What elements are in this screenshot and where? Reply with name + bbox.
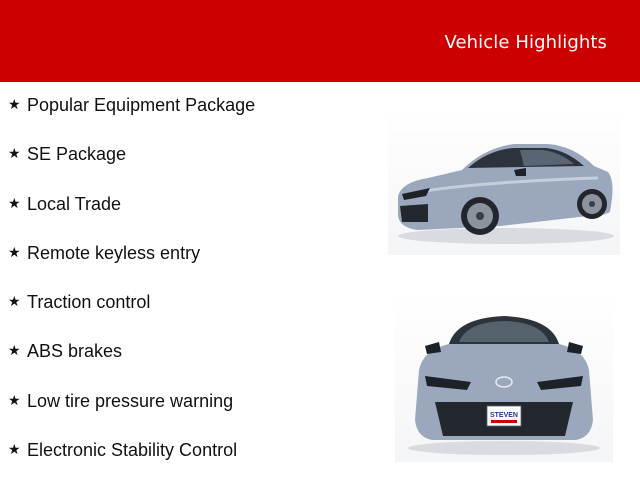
star-icon: ★ [8,391,21,408]
feature-item [8,289,255,338]
star-icon: ★ [8,243,21,260]
car-front-photo[interactable] [395,290,613,462]
feature-label: Low tire pressure warning [27,390,234,411]
feature-label: Popular Equipment Package [27,95,256,115]
feature-item [8,92,255,141]
star-icon: ★ [8,342,21,359]
feature-label: Traction control [27,292,151,313]
car-side-photo[interactable] [388,108,620,255]
feature-label: Local Trade [27,193,122,214]
star-icon: ★ [8,145,21,162]
feature-label: Electronic Stability Control [27,440,238,461]
car-front-illustration [395,290,613,462]
header-banner [0,0,640,82]
feature-list [8,92,255,480]
feature-label: SE Package [27,144,127,165]
star-icon: ★ [8,96,21,112]
feature-item [8,141,255,190]
car-side-illustration [388,108,620,255]
feature-item [8,388,255,437]
feature-item [8,338,255,387]
feature-label: Remote keyless entry [27,242,201,263]
feature-label: ABS brakes [27,341,123,362]
license-plate-text: STEVEN [489,412,519,419]
star-icon: ★ [8,441,21,458]
feature-item [8,191,255,240]
feature-item [8,437,255,480]
star-icon: ★ [8,194,21,211]
star-icon: ★ [8,293,21,310]
feature-item [8,240,255,289]
page-title: Vehicle Highlights [444,32,607,53]
